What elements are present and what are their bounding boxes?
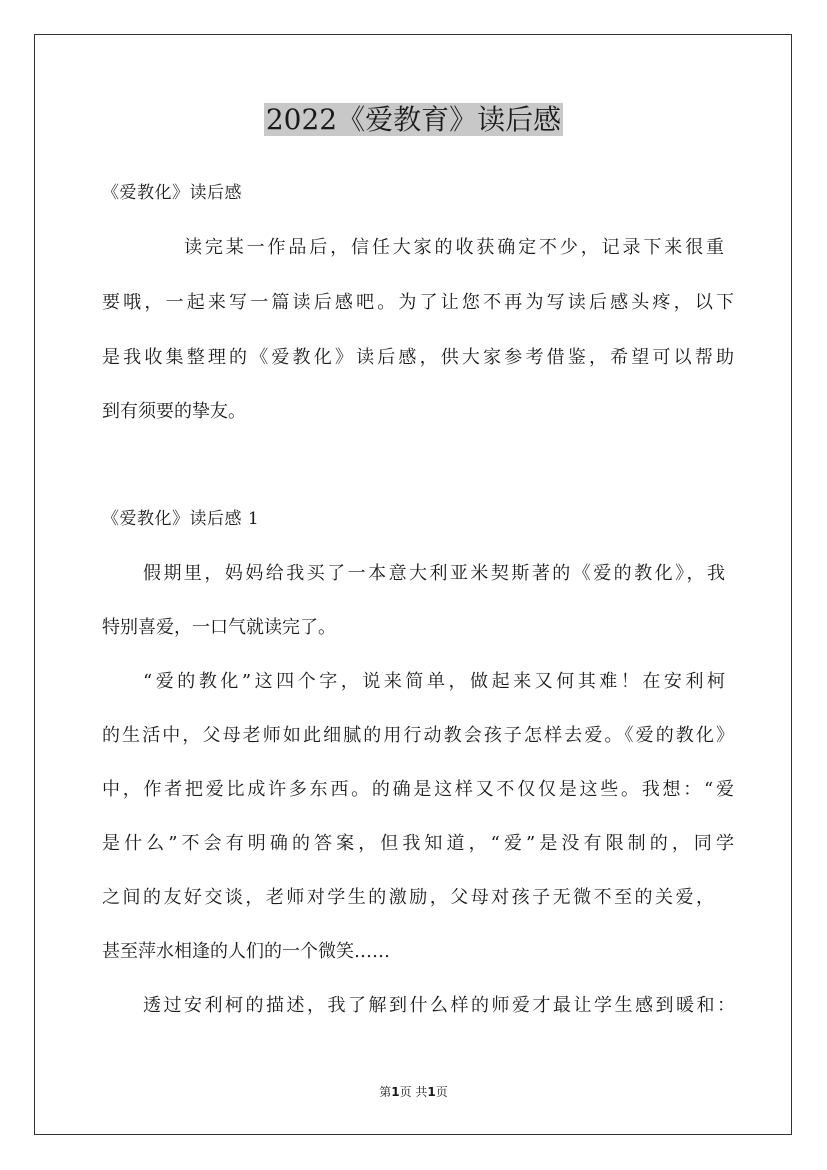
intro-line-1: 读完某一作品后，信任大家的收获确定不少，记录下来很重 (184, 237, 724, 258)
footer-page-suffix: 页 (435, 1085, 448, 1099)
section1-para2-line-1: “爱的教化”这四个字，说来简单，做起来又何其难！在安利柯 (143, 671, 725, 692)
intro-line-4: 到有须要的挚友。 (102, 401, 246, 422)
section1-para2-line-6: 甚至萍水相逢的人们的一个微笑…… (102, 941, 390, 962)
section1-para2-line-4: 是什么”不会有明确的答案，但我知道，“爱”是没有限制的，同学 (102, 833, 734, 854)
section1-para2-line-2: 的生活中，父母老师如此细腻的用行动教会孩子怎样去爱。《爱的教化》 (102, 725, 734, 746)
section1-para3-line-1: 透过安利柯的描述，我了解到什么样的师爱才最让学生感到暖和： (143, 995, 735, 1016)
section1-para1-line-1: 假期里，妈妈给我买了一本意大利亚米契斯著的《爱的教化》，我 (143, 563, 725, 584)
intro-heading: 《爱教化》读后感 (102, 183, 242, 203)
footer-page-mid: 页 共 (399, 1085, 428, 1099)
document-title (0, 100, 827, 140)
section1-para2-line-3: 中，作者把爱比成许多东西。的确是这样又不仅仅是这些。我想：“爱 (102, 779, 734, 800)
intro-line-3: 是我收集整理的《爱教化》读后感，供大家参考借鉴，希望可以帮助 (102, 347, 734, 368)
section1-heading: 《爱教化》读后感 1 (102, 509, 260, 529)
page-footer (0, 1083, 827, 1101)
section1-para1-line-2: 特别喜爱，一口气就读完了。 (102, 617, 336, 638)
footer-page-prefix: 第 (379, 1085, 392, 1099)
footer-page-total: 1 (427, 1085, 436, 1099)
document-title-text: 2022《爱教育》读后感 (265, 103, 562, 136)
footer-page-current: 1 (391, 1085, 400, 1099)
section1-para2-line-5: 之间的友好交谈，老师对学生的激励，父母对孩子无微不至的关爱， (102, 887, 714, 908)
intro-line-2: 要哦，一起来写一篇读后感吧。为了让您不再为写读后感头疼，以下 (102, 292, 734, 313)
